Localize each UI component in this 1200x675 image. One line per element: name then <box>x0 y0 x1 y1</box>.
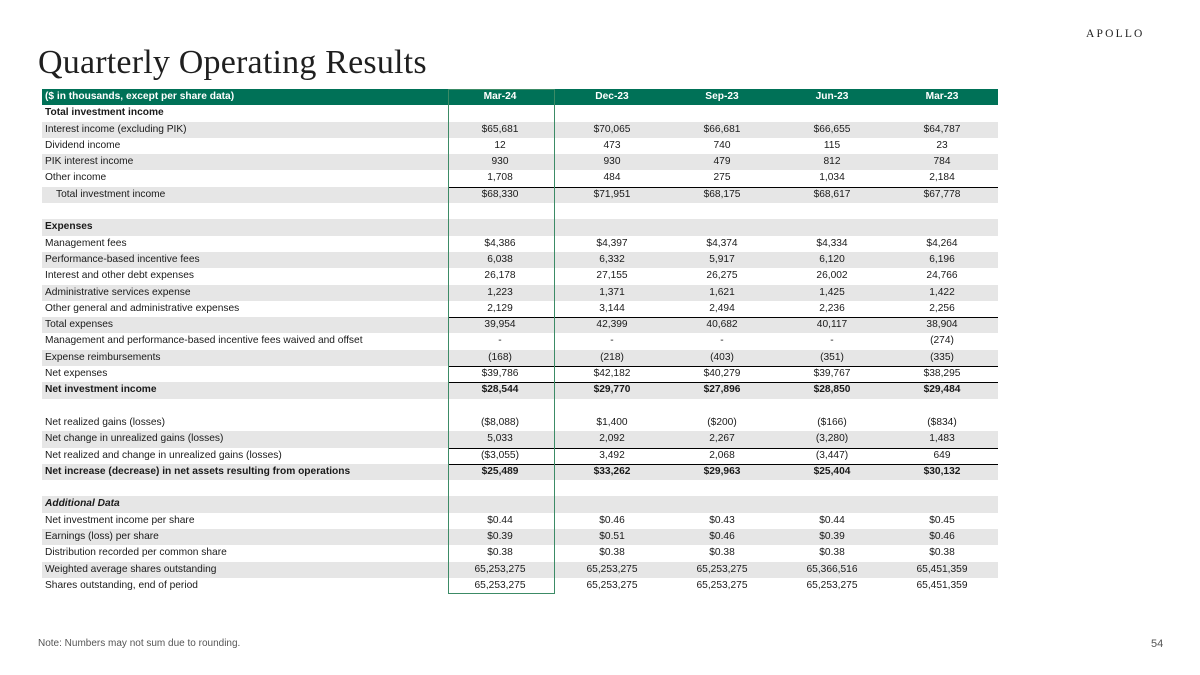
cell-value: 27,155 <box>596 270 628 282</box>
cell-value: 65,451,359 <box>916 579 968 591</box>
table-row <box>42 285 998 301</box>
cell-value: (351) <box>820 351 844 363</box>
cell-value: $1,400 <box>596 416 628 428</box>
cell-value: (274) <box>930 335 954 347</box>
cell-value: 42,399 <box>596 319 628 331</box>
cell-value: $65,681 <box>481 123 519 135</box>
cell-value: $4,397 <box>596 237 628 249</box>
cell-value: $27,896 <box>703 384 741 396</box>
cell-value: $30,132 <box>923 465 961 477</box>
table-row <box>42 301 998 317</box>
cell-value: 2,129 <box>487 302 513 314</box>
cell-value: $28,544 <box>481 384 519 396</box>
results-table <box>42 89 998 594</box>
cell-value: ($166) <box>817 416 847 428</box>
row-label: Administrative services expense <box>45 286 191 298</box>
table-row <box>42 187 998 203</box>
cell-value: $4,264 <box>926 237 958 249</box>
row-label: Expenses <box>45 221 93 233</box>
cell-value: ($8,088) <box>481 416 519 428</box>
cell-value: $39,786 <box>481 368 519 380</box>
cell-value: 65,451,359 <box>916 563 968 575</box>
table-row <box>42 578 998 594</box>
cell-value: 649 <box>933 449 951 461</box>
cell-value: $4,386 <box>484 237 516 249</box>
table-row <box>42 513 998 529</box>
cell-value: 26,002 <box>816 270 848 282</box>
cell-value: $0.44 <box>487 514 513 526</box>
row-label: Other general and administrative expenses <box>45 302 240 314</box>
row-label: Net expenses <box>45 368 108 380</box>
cell-value: $29,963 <box>703 465 741 477</box>
cell-value: $0.45 <box>929 514 955 526</box>
cell-value: 812 <box>823 156 841 168</box>
table-row <box>42 219 998 235</box>
cell-value: $68,175 <box>703 188 741 200</box>
cell-value: 1,223 <box>487 286 513 298</box>
column-header: Dec-23 <box>595 91 629 102</box>
row-label: Management fees <box>45 237 127 249</box>
cell-value: $0.43 <box>709 514 735 526</box>
table-row <box>42 252 998 268</box>
cell-value: 2,236 <box>819 302 845 314</box>
cell-value: 1,621 <box>709 286 735 298</box>
cell-value: $68,330 <box>481 188 519 200</box>
column-header: Mar-24 <box>483 91 517 102</box>
row-label: Net realized and change in unrealized gains (losses) <box>45 449 282 461</box>
cell-value: $40,279 <box>703 368 741 380</box>
cell-value: 2,256 <box>929 302 955 314</box>
cell-value: 38,904 <box>926 319 958 331</box>
table-row <box>42 480 998 496</box>
table-row <box>42 464 998 480</box>
cell-value: 65,253,275 <box>696 579 748 591</box>
cell-value: 1,422 <box>929 286 955 298</box>
footnote: Note: Numbers may not sum due to rounding. <box>38 638 241 649</box>
row-label: Performance-based incentive fees <box>45 253 200 265</box>
cell-value: 740 <box>713 139 731 151</box>
row-label: Shares outstanding, end of period <box>45 579 198 591</box>
table-row <box>42 399 998 415</box>
cell-value: 3,492 <box>599 449 625 461</box>
cell-value: 2,068 <box>709 449 735 461</box>
row-label: Total expenses <box>45 319 113 331</box>
cell-value: $70,065 <box>593 123 631 135</box>
cell-value: 65,253,275 <box>586 563 638 575</box>
cell-value: 3,144 <box>599 302 625 314</box>
cell-value: $0.38 <box>599 547 625 559</box>
cell-value: 6,332 <box>599 253 625 265</box>
row-label: Earnings (loss) per share <box>45 531 159 543</box>
cell-value: 65,253,275 <box>696 563 748 575</box>
page-number: 54 <box>1151 638 1164 650</box>
row-label: Net change in unrealized gains (losses) <box>45 433 224 445</box>
cell-value: 115 <box>823 139 841 151</box>
table-row <box>42 138 998 154</box>
row-label: Distribution recorded per common share <box>45 547 227 559</box>
cell-value: $71,951 <box>593 188 631 200</box>
cell-value: $64,787 <box>923 123 961 135</box>
cell-value: 1,371 <box>599 286 625 298</box>
cell-value: 26,178 <box>484 270 516 282</box>
cell-value: 479 <box>713 156 731 168</box>
cell-value: - <box>720 335 724 347</box>
brand-logo-text: APOLLO <box>1086 28 1145 40</box>
cell-value: 5,917 <box>709 253 735 265</box>
table-row <box>42 170 998 186</box>
cell-value: 784 <box>933 156 951 168</box>
cell-value: 65,253,275 <box>586 579 638 591</box>
cell-value: $33,262 <box>593 465 631 477</box>
cell-value: 39,954 <box>484 319 516 331</box>
cell-value: 484 <box>603 172 621 184</box>
cell-value: $29,770 <box>593 384 631 396</box>
table-row <box>42 236 998 252</box>
header-label: ($ in thousands, except per share data) <box>45 91 235 102</box>
cell-value: - <box>610 335 614 347</box>
table-row <box>42 496 998 512</box>
table-row <box>42 333 998 349</box>
table-row <box>42 317 998 333</box>
cell-value: 40,682 <box>706 319 738 331</box>
row-label: Net increase (decrease) in net assets resulting from operations <box>45 465 351 477</box>
row-label: Weighted average shares outstanding <box>45 563 217 575</box>
row-label: Total investment income <box>56 188 166 200</box>
column-header: Mar-23 <box>925 91 959 102</box>
cell-value: - <box>830 335 834 347</box>
cell-value: $0.46 <box>709 531 735 543</box>
table-row <box>42 366 998 382</box>
cell-value: $4,334 <box>816 237 848 249</box>
cell-value: 24,766 <box>926 270 958 282</box>
row-label: Additional Data <box>45 498 120 510</box>
table-row <box>42 415 998 431</box>
cell-value: 1,708 <box>487 172 513 184</box>
row-label: Net realized gains (losses) <box>45 416 166 428</box>
row-label: Interest and other debt expenses <box>45 270 194 282</box>
cell-value: $67,778 <box>923 188 961 200</box>
cell-value: (3,447) <box>815 449 849 461</box>
cell-value: $0.39 <box>819 531 845 543</box>
table-header-row <box>42 89 998 105</box>
cell-value: $39,767 <box>813 368 851 380</box>
cell-value: $66,681 <box>703 123 741 135</box>
cell-value: $68,617 <box>813 188 851 200</box>
table-row <box>42 154 998 170</box>
table-row <box>42 382 998 398</box>
cell-value: $28,850 <box>813 384 851 396</box>
row-label: Expense reimbursements <box>45 351 161 363</box>
cell-value: $38,295 <box>923 368 961 380</box>
cell-value: 1,425 <box>819 286 845 298</box>
table-body <box>42 105 998 594</box>
table-row <box>42 529 998 545</box>
cell-value: 2,494 <box>709 302 735 314</box>
cell-value: 2,092 <box>599 433 625 445</box>
cell-value: $25,489 <box>481 465 519 477</box>
cell-value: 12 <box>494 139 506 151</box>
cell-value: $0.38 <box>487 547 513 559</box>
cell-value: 930 <box>603 156 621 168</box>
row-label: Net investment income per share <box>45 514 195 526</box>
table-row <box>42 268 998 284</box>
table-row <box>42 448 998 464</box>
cell-value: 473 <box>603 139 621 151</box>
cell-value: $0.38 <box>929 547 955 559</box>
table-row <box>42 105 998 121</box>
cell-value: 2,184 <box>929 172 955 184</box>
cell-value: $66,655 <box>813 123 851 135</box>
cell-value: (3,280) <box>815 433 849 445</box>
row-label: Net investment income <box>45 384 157 396</box>
cell-value: $0.38 <box>709 547 735 559</box>
cell-value: $0.46 <box>929 531 955 543</box>
cell-value: 930 <box>491 156 509 168</box>
cell-value: 5,033 <box>487 433 513 445</box>
cell-value: 26,275 <box>706 270 738 282</box>
cell-value: $29,484 <box>923 384 961 396</box>
cell-value: 1,483 <box>929 433 955 445</box>
table-row <box>42 562 998 578</box>
table-row <box>42 350 998 366</box>
row-label: Other income <box>45 172 107 184</box>
cell-value: $42,182 <box>593 368 631 380</box>
table-row <box>42 122 998 138</box>
cell-value: 65,253,275 <box>474 579 526 591</box>
cell-value: (168) <box>488 351 512 363</box>
cell-value: 65,253,275 <box>474 563 526 575</box>
table-row <box>42 545 998 561</box>
cell-value: $25,404 <box>813 465 851 477</box>
cell-value: 65,366,516 <box>806 563 858 575</box>
cell-value: $0.38 <box>819 547 845 559</box>
row-label: Dividend income <box>45 139 121 151</box>
cell-value: - <box>498 335 502 347</box>
cell-value: 23 <box>936 139 948 151</box>
table-row <box>42 203 998 219</box>
page-title: Quarterly Operating Results <box>38 44 427 81</box>
cell-value: (218) <box>600 351 624 363</box>
column-header: Jun-23 <box>815 91 849 102</box>
cell-value: $4,374 <box>706 237 738 249</box>
cell-value: (335) <box>930 351 954 363</box>
cell-value: $0.44 <box>819 514 845 526</box>
cell-value: 40,117 <box>816 319 848 331</box>
cell-value: 6,038 <box>487 253 513 265</box>
cell-value: ($3,055) <box>481 449 519 461</box>
cell-value: 2,267 <box>709 433 735 445</box>
cell-value: 65,253,275 <box>806 579 858 591</box>
table-row <box>42 431 998 447</box>
cell-value: 6,120 <box>819 253 845 265</box>
cell-value: $0.51 <box>599 531 625 543</box>
cell-value: $0.46 <box>599 514 625 526</box>
cell-value: 6,196 <box>929 253 955 265</box>
cell-value: 275 <box>713 172 731 184</box>
cell-value: 1,034 <box>819 172 845 184</box>
row-label: Interest income (excluding PIK) <box>45 123 187 135</box>
cell-value: ($834) <box>927 416 957 428</box>
cell-value: ($200) <box>707 416 737 428</box>
row-label: Total investment income <box>45 107 164 119</box>
cell-value: $0.39 <box>487 531 513 543</box>
cell-value: (403) <box>710 351 734 363</box>
row-label: Management and performance-based incentive fees waived and offset <box>45 335 363 347</box>
column-header: Sep-23 <box>705 91 739 102</box>
row-label: PIK interest income <box>45 156 134 168</box>
